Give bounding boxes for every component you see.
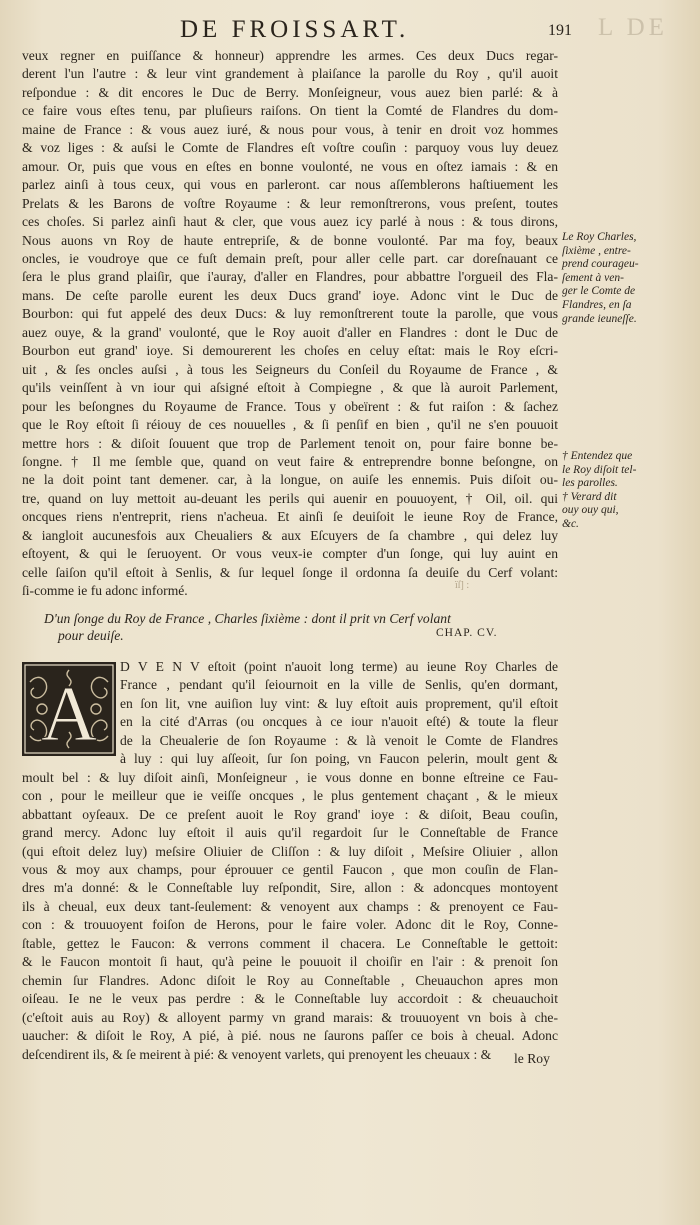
running-title: DE FROISSART. <box>180 16 410 43</box>
body-text-line: auez ouye, & la grand' voulonté, que le Roy auoit d'aller en Flandres : dont le Duc de <box>22 324 558 340</box>
marginal-note-line: prend courageu- <box>562 258 639 271</box>
body-text-line: que le Roy eſtoit ſi réiouy de ces nouuelles , & ſi penſif en bien , qu'il ne s'en pouuoit <box>22 417 558 433</box>
chapter-heading-line: pour deuiſe. <box>58 628 124 643</box>
body-text-line: ſera le plus grand plaiſir, que i'auray, d'aller en Flandres, pour abbattre l'orgueil des Fla- <box>22 269 558 285</box>
marginal-note-line: † Verard dit <box>562 490 617 503</box>
body-text-line: ſi-comme ie fu adonc informé. <box>22 583 188 599</box>
chapter-text-line: con , pour le meilleur que ie veiſſe oncques , le plus gentement chaçant , & le mieux <box>22 788 558 804</box>
chapter-heading-line: D'un ſonge du Roy de France , Charles ſixième : dont il prit vn Cerf volant <box>44 611 451 626</box>
chapter-number: CHAP. CV. <box>436 627 498 639</box>
body-text-line: veux regner en puiſſance & honneur) apprendre les armes. Ces deux Ducs regar- <box>22 48 558 63</box>
marginal-note-line: le Roy diſoit tel- <box>562 463 637 476</box>
body-text-line: Nous auons vn Roy de haute entrepriſe, & de bonne voulonté. Par ma foy, beaux <box>22 232 558 248</box>
marginal-note-line: ger le Comte de <box>562 285 636 298</box>
body-text-line: qu'ils veinſſent à vn iour qui aſsigné eſtoit à Compiegne , & que là auroit Parlement, <box>22 380 558 396</box>
body-text-line: ſongne. † Il me ſemble que, quand on veut faire & entreprendre bonne beſongne, on <box>22 453 558 469</box>
chapter-text-line: (qui eſtoit delez luy) meſsire Oliuier de Cliſſon : & luy diſoit , Meſsire Oliuier , allon <box>22 843 558 859</box>
body-text-line: oncles, ie voudroye que ce fuſt demain preſt, pour aller celle part. car doreſnauant ce <box>22 250 558 266</box>
body-text-line: ces choſes. Si parlez ainſi haut & cler, que vous auez icy parlé à nous : & tous dirons, <box>22 214 558 230</box>
body-text-line: Bourbon eut grand' ioye. Si demourerent les choſes en celuy eſtat: mais le Roy eſcri- <box>22 343 558 359</box>
page-number: 191 <box>548 22 572 39</box>
body-paragraph <box>22 47 558 601</box>
body-text-line: Prelats & les Barons de voſtre Royaume : & leur remonſtrerons, vous preſent, toutes <box>22 195 558 211</box>
chapter-text-line: en ſon lit, vne auiſion luy vint: & luy eſtoit auis proprement, qu'il eſtoit <box>120 695 558 711</box>
chapter-text-line: vous & moy aux champs, pour éprouuer ce gentil Faucon , que mon couſin de Flan- <box>22 861 558 877</box>
chapter-text-line: en la cité d'Arras (ou oncques à ce iour n'auoit eſté) & toute la fleur <box>120 714 558 730</box>
faint-ink-mark: ïſ] : <box>455 580 470 591</box>
body-text-line: Bourbon: qui fut appelé des deux Ducs: & luy remonſtrerent toute la parolle, que vous <box>22 306 558 322</box>
marginal-note-line: † Entendez que <box>562 450 633 462</box>
chapter-text-line: ſtable, gettez le Faucon: & verrons comment il chacera. Le Conneſtable le gettoit: <box>22 935 558 951</box>
chapter-text-line: ils à cheual, eux deux tant-ſeulement: & venoyent aux champs : & prenoyent ce Fau- <box>22 898 558 914</box>
marginal-note-line: ſement à ven- <box>562 271 624 284</box>
body-text-line: mettre hors : & diſoit ſouuent que trop de Parlement tenoit on, pour faire bonne be- <box>22 435 558 451</box>
chapter-text-line: abbattant oyſeaux. De ce preſent auoit le Roy grand' ioye : & diſoit, Beau couſin, <box>22 806 558 822</box>
body-text-line: celle ſaiſon qu'il eſtoit à Senlis, & ſur lequel ſonge il ordonna ſa deuiſe du Cerf volant: <box>22 564 558 580</box>
marginal-note-line: &c. <box>562 517 579 530</box>
body-text-line: ne la doit point tant demener. car, à la longue, on auiſe les ennemis. Puis diſoit ou- <box>22 472 558 488</box>
chapter-text-line: chemin ſur Flandres. Adonc diſoit le Roy au Conneſtable , Cheuauchon apres mon <box>22 972 558 988</box>
body-text-line: tre, quand on luy mettoit au-deuant les perils qui auenir en pouuoyent, † Oil, oil. qui <box>22 490 558 506</box>
chapter-text-line: con : & trouuoyent foiſon de Herons, pour le faire voler. Adonc dit le Roy, Conne- <box>22 917 558 933</box>
body-text-line: amour. Or, puis que vous en eſtes en bonne voulonté, ne vous en oſtez iamais : & en <box>22 158 558 174</box>
marginal-note-line: Flandres, en ſa <box>562 298 632 311</box>
chapter-text-line: oiſeau. Ie ne le veux pas perdre : & le Conneſtable luy accordoit : & cheuauchoit <box>22 991 558 1007</box>
body-text-line: derent l'un l'autre : & leur vint grandement à plaiſance la parolle du Roy , qu'il auoit <box>22 66 558 82</box>
body-text-line: & iangloit aucunesfois aux Cheualiers & aux Eſcuyers de ſa chambre , qui delez luy <box>22 527 558 543</box>
chapter-text-line: & le Faucon montoit ſi haut, qu'à peine le pouuoit il choiſir en l'air : & prenoit ſon <box>22 954 558 970</box>
chapter-text-line: moult bel : & luy diſoit ainſi, Monſeigneur , ie vous donne en bonne eſtreine ce Fau- <box>22 769 558 785</box>
body-text-line: reſpondue : & dit encores le Duc de Berry. Monſeigneur, vous auez bien parlé: & à <box>22 84 558 100</box>
body-text-line: & voz liges : & auſsi le Comte de Flandres eſt voſtre couſin : parquoy vous luy deuez <box>22 140 558 156</box>
marginal-note-line: les parolles. <box>562 477 618 490</box>
catchword: le Roy <box>514 1051 550 1066</box>
marginal-note-line: grande ieuneſſe. <box>562 312 637 325</box>
chapter-text-line: grand mercy. Adonc luy eſtoit il auis qu'il regardoit ſur le Conneſtable de France <box>22 825 558 841</box>
chapter-text-line: deſcendirent ils, & ſe meirent à pié: & venoyent varlets, qui prenoyent les cheuaux : & <box>22 1046 492 1062</box>
body-text-line: mans. De ceſte parolle eurent les deux Ducs grand' ioye. Adonc vint le Duc de <box>22 287 558 303</box>
chapter-text-line: uaucher: & diſoit le Roy, A pié, à pié. nous ne ſaurons paſſer ce bois à cheual. Adonc <box>22 1028 558 1044</box>
marginal-note-line: ouy ouy qui, <box>562 504 619 517</box>
bleed-through-text: L DE <box>598 14 668 41</box>
initial-letter: A <box>40 670 98 756</box>
chapter-paragraph <box>22 658 558 1064</box>
body-text-line: eſtoyent, & qui le ſeruoyent. Or vous veux-ie compter d'un ſonge, qui luy auint en <box>22 546 558 562</box>
marginal-note-roy-charles <box>562 231 680 326</box>
body-text-line: maine de France : & vous auez iuré, & nous pour vous, à tenir en droit voz hommes <box>22 121 558 137</box>
body-text-line: ce faire vous eſtes tenu, par pluſieurs raiſons. On tient la Comté de Flandres du dom- <box>22 103 558 119</box>
marginal-note-line: ſixième , entre- <box>562 244 631 257</box>
chapter-text-line: France , pendant qu'il ſeiournoit en la ville de Senlis, qu'en dormant, <box>120 677 558 693</box>
body-text-line: oncques riens n'entreprit, riens n'acheua. Et ainſi ſe deuiſoit le ieune Roy de France, <box>22 509 558 525</box>
marginal-note-line: Le Roy Charles, <box>562 231 637 243</box>
chapter-text-line: de la Cheualerie de ſon Royaume : & là venoit le Comte de Flandres <box>120 732 558 748</box>
chapter-text-line: à luy : qui luy aſſeoit, ſur ſon poing, vn Faucon pelerin, moult gent & <box>120 751 558 767</box>
body-text-line: parlez ainſi à tous ceux, qui vous en parleront. car nous aſſemblerons haſtiuement les <box>22 177 558 193</box>
body-text-line: uit , & ſes oncles auſsi , à tous les Seigneurs du Conſeil du Royaume de France , & <box>22 361 558 377</box>
chapter-text-line: D V E N V eſtoit (point n'auoit long terme) au ieune Roy Charles de <box>120 659 558 674</box>
chapter-text-line: (c'eſtoit auis au Roy) & alloyent parmy vn grand marais: & trouuoyent vn bois à che- <box>22 1009 558 1025</box>
chapter-text-line: dres m'a donné: & le Conneſtable luy reſpondit, Sire, allon : & adoncques montoyent <box>22 880 558 896</box>
body-text-line: pour les beſongnes du Royaume de France. Tous y obeïrent : & fut raiſon : & ſachez <box>22 398 558 414</box>
marginal-note-entendez <box>562 450 680 532</box>
